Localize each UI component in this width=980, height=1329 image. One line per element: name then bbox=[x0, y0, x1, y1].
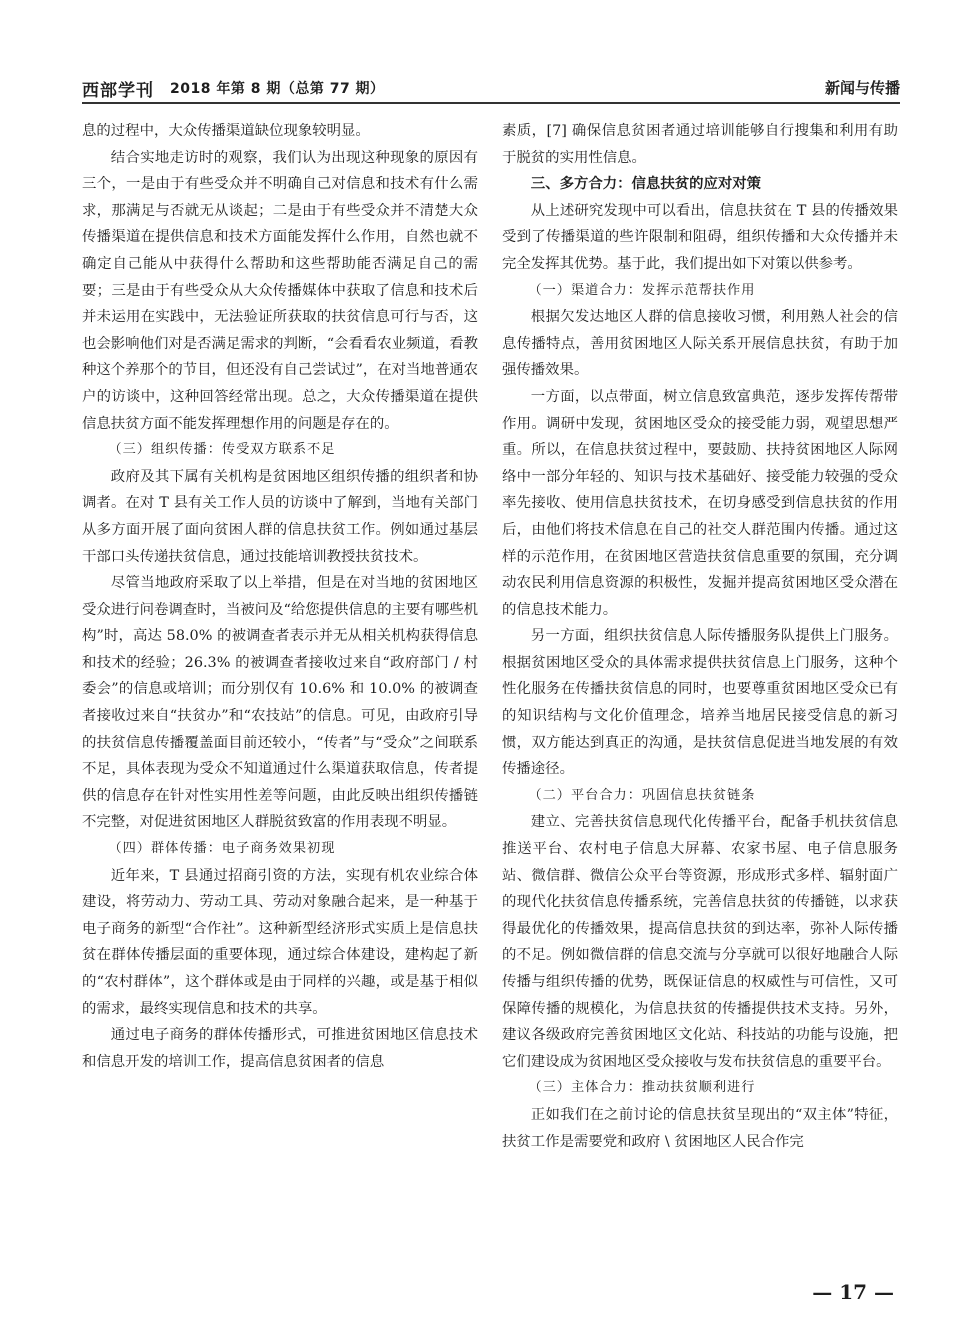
subsection-heading: （四）群体传播：电子商务效果初现 bbox=[108, 841, 336, 857]
paragraph: 尽管当地政府采取了以上举措，但是在对当地的贫困地区受众进行问卷调查时，当被问及“给您提供信息的主要有哪些机构”时，高达 58.0% 的被调查者表示并无从相关机构获得信息和技术的经验；26.3% 的被调查者接收过来自“政府部门 / 村委会”的信息或培训；而分别仅有 10.6% 和 10.0% 的被调查者接收过来自“扶贫办”和“农技站”的信息。可见，由政府引导的扶贫信息传播覆盖面目前还较小，“传者”与“受众”之间联系不足，具体表现为受众不知道通过什么渠道获取信息，传者提供的信息存在针对性实用性差等问题，由此反映出组织传播链不完整，对促进贫困地区人群脱贫致富的作用表现不明显。 bbox=[82, 575, 478, 831]
page-number: — 17 — bbox=[812, 1280, 894, 1304]
right-column bbox=[502, 118, 898, 1266]
paragraph: 政府及其下属有关机构是贫困地区组织传播的组织者和协调者。在对 T 县有关工作人员的访谈中了解到，当地有关部门从多方面开展了面向贫困人群的信息扶贫工作。例如通过基层干部口头传递扶贫信息，通过技能培训教授扶贫技术。 bbox=[82, 468, 478, 565]
subsection-heading: （三）主体合力：推动扶贫顺利进行 bbox=[528, 1080, 756, 1096]
paragraph: 息的过程中，大众传播渠道缺位现象较明显。 bbox=[82, 123, 370, 139]
paragraph: 另一方面，组织扶贫信息人际传播服务队提供上门服务。根据贫困地区受众的具体需求提供扶贫信息上门服务，这种个性化服务在传播扶贫信息的同时，也要尊重贫困地区受众已有的知识结构与文化价值理念，培养当地居民接受信息的新习惯，双方能达到真正的沟通，是扶贫信息促进当地发展的有效传播途径。 bbox=[502, 628, 898, 778]
paragraph: 素质，[7] 确保信息贫困者通过培训能够自行搜集和利用有助于脱贫的实用性信息。 bbox=[502, 123, 898, 166]
issue-info: 2018 年第 8 期（总第 77 期） bbox=[170, 81, 385, 97]
section-heading: 三、多方合力：信息扶贫的应对对策 bbox=[530, 175, 762, 193]
journal-name: 西部学刊 bbox=[82, 81, 154, 101]
paragraph: 通过电子商务的群体传播形式，可推进贫困地区信息技术和信息开发的培训工作，提高信息贫困者的信息 bbox=[82, 1027, 478, 1070]
paragraph: 正如我们在之前讨论的信息扶贫呈现出的“双主体”特征，扶贫工作是需要党和政府 \ 贫困地区人民合作完 bbox=[502, 1106, 898, 1150]
paragraph: 一方面，以点带面，树立信息致富典范，逐步发挥传帮带作用。调研中发现，贫困地区受众的接受能力弱，观望思想严重。所以，在信息扶贫过程中，要鼓励、扶持贫困地区人际网络中一部分年轻的、知识与技术基础好、接受能力较强的受众率先接收、使用信息扶贫技术，在切身感受到信息扶贫的作用后，由他们将技术信息在自己的社交人群范围内传播。通过这样的示范作用，在贫困地区营造扶贫信息重要的氛围，充分调动农民利用信息资源的积极性，发掘并提高贫困地区受众潜在的信息技术能力。 bbox=[502, 388, 898, 618]
subsection-heading: （一）渠道合力：发挥示范帮扶作用 bbox=[528, 282, 756, 298]
section-title: 新闻与传播 bbox=[824, 79, 900, 97]
paragraph: 近年来，T 县通过招商引资的方法，实现有机农业综合体建设，将劳动力、劳动工具、劳动对象融合起来，是一种基于电子商务的新型“合作社”。这种新型经济形式实质上是信息扶贫在群体传播层面的重要体现，通过综合体建设，建构起了新的“农村群体”，这个群体或是由于同样的兴趣，或是基于相似的需求，最终实现信息和技术的共享。 bbox=[82, 867, 478, 1017]
running-header bbox=[82, 72, 900, 102]
paragraph: 结合实地走访时的观察，我们认为出现这种现象的原因有三个，一是由于有些受众并不明确自己对信息和技术有什么需求，那满足与否就无从谈起；二是由于有些受众并不清楚大众传播渠道在提供信息和技术方面能发挥什么作用，自然也就不确定自己能从中获得什么帮助和这些帮助能否满足自己的需要；三是由于有些受众从大众传播媒体中获取了信息和技术后并未运用在实践中，无法验证所获取的扶贫信息可行与否，这也会影响他们对是否满足需求的判断，“会看看农业频道，看教种这个养那个的节目，但还没有自己尝试过”，在对当地普通农户的访谈中，这种回答经常出现。总之，大众传播渠道在提供信息扶贫方面不能发挥理想作用的问题是存在的。 bbox=[82, 149, 478, 432]
paragraph: 建立、完善扶贫信息现代化传播平台，配备手机扶贫信息推送平台、农村电子信息大屏幕、农家书屋、电子信息服务站、微信群、微信公众平台等资源，形成形式多样、辐射面广的现代化扶贫信息传播系统，完善信息扶贫的传播链，以求获得最优化的传播效果，提高信息扶贫的到达率，弥补人际传播的不足。例如微信群的信息交流与分享就可以很好地融合人际传播与组织传播的优势，既保证信息的权威性与可信性，又可保障传播的规模化，为信息扶贫的传播提供技术支持。另外，建议各级政府完善贫困地区文化站、科技站的功能与设施，把它们建设成为贫困地区受众接收与发布扶贫信息的重要平台。 bbox=[502, 814, 898, 1070]
paragraph: 从上述研究发现中可以看出，信息扶贫在 T 县的传播效果受到了传播渠道的些许限制和阻碍，组织传播和大众传播并未完全发挥其优势。基于此，我们提出如下对策以供参考。 bbox=[502, 202, 898, 272]
paragraph: 根据欠发达地区人群的信息接收习惯，利用熟人社会的信息传播特点，善用贫困地区人际关系开展信息扶贫，有助于加强传播效果。 bbox=[502, 309, 898, 379]
subsection-heading: （三）组织传播：传受双方联系不足 bbox=[108, 442, 336, 458]
header-rule bbox=[82, 102, 900, 104]
subsection-heading: （二）平台合力：巩固信息扶贫链条 bbox=[528, 787, 756, 803]
left-column bbox=[82, 118, 478, 1266]
